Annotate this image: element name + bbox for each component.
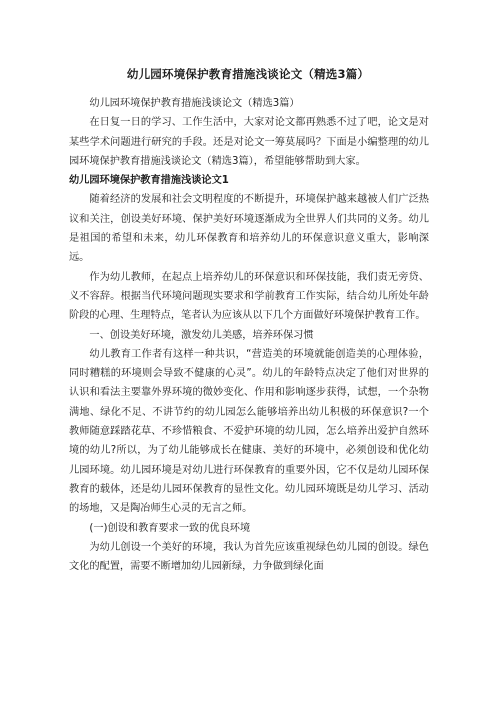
paragraph: 为幼儿创设一个美好的环境，我认为首先应该重视绿色幼儿园的创设。绿色文化的配置，需要不断增加幼儿园新绿，力争做到绿化面 [69,541,429,573]
subsection-heading: 一、创设美好环境，激发幼儿美感，培养环保习惯 [89,329,314,341]
paragraph: 作为幼儿教师，在起点上培养幼儿的环保意识和环保技能，我们责无旁贷、义不容辞。根据当代环境问题现实要求和学前教育工作实际，结合幼儿所处年龄阶段的心理、生理特点，笔者认为应该从以下几个方面做好环境保护教育工作。 [69,271,429,322]
paragraph: 在日复一日的学习、工作生活中，大家对论文都再熟悉不过了吧，论文是对某些学术问题进行研究的手段。还是对论文一筹莫展吗？下面是小编整理的幼儿园环境保护教育措施浅谈论文（精选3篇），希望能够帮助到大家。 [69,117,429,167]
paragraph: 随着经济的发展和社会文明程度的不断提升，环境保护越来越被人们广泛热议和关注，创设美好环境、保护美好环境逐渐成为全世界人们共同的义务。幼儿是祖国的希望和未来，幼儿环保教育和培养幼儿的环保意识意义重大，影响深远。 [69,194,429,264]
document-body [69,94,429,576]
section-heading: 幼儿园环境保护教育措施浅谈论文1 [69,175,229,187]
subsection-heading: (一)创设和教育要求一致的优良环境 [89,522,251,534]
paragraph: 幼儿教育工作者有这样一种共识，“营造美的环境就能创造美的心理体验，同时糟糕的环境则会导致不健康的心灵”。幼儿的年龄特点决定了他们对世界的认识和看法主要靠外界环境的微妙变化、作用和影响逐步获得，试想，一个杂物满地、绿化不足、不讲节约的幼儿园怎么能够培养出幼儿积极的环保意识?一个教师随意踩踏花草、不珍惜粮食、不爱护环境的幼儿园，怎么培养出爱护自然环境的幼儿?所以，为了幼儿能够成长在健康、美好的环境中，必须创设和优化幼儿园环境。幼儿园环境是对幼儿进行环保教育的重要外因，它不仅是幼儿园环保教育的载体，还是幼儿园环保教育的显性文化。幼儿园环境既是幼儿学习、活动的场地，又是陶冶师生心灵的无言之师。 [69,348,429,515]
paragraph: 幼儿园环境保护教育措施浅谈论文（精选3篇） [89,98,300,109]
document-title: 幼儿园环境保护教育措施浅谈论文（精选3篇） [126,67,370,81]
